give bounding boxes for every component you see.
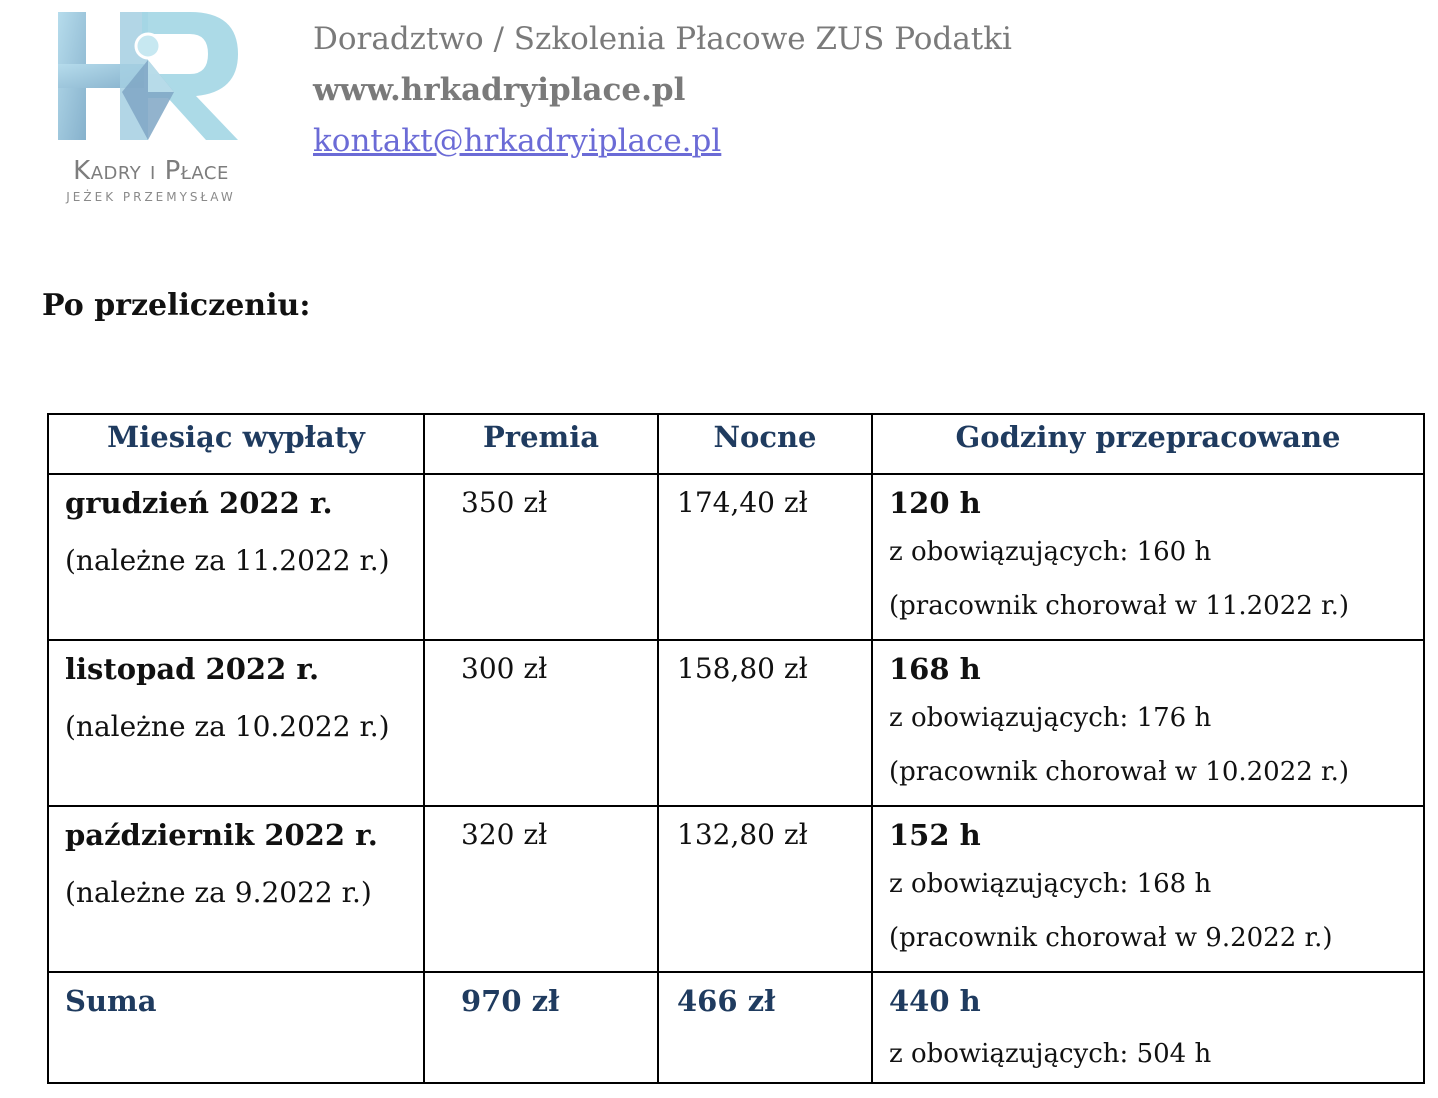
header-nocne: Nocne xyxy=(658,414,872,474)
website-text: www.hrkadryiplace.pl xyxy=(313,72,686,108)
nocne-value: 132,80 zł xyxy=(677,818,808,851)
sum-nocne-cell xyxy=(658,972,872,1083)
company-header xyxy=(313,14,1012,167)
hours-note: (pracownik chorował w 11.2022 r.) xyxy=(889,591,1350,621)
logo-owner-text: JEŻEK PRZEMYSŁAW xyxy=(66,190,236,204)
table-row xyxy=(48,640,1424,806)
header-month: Miesiąc wypłaty xyxy=(48,414,424,474)
month-note: (należne za 10.2022 r.) xyxy=(65,710,390,743)
premia-value: 320 zł xyxy=(461,818,548,851)
sum-premia-value: 970 zł xyxy=(461,984,560,1018)
sum-hours-cell xyxy=(872,972,1424,1083)
sum-hours-value: 440 h xyxy=(889,984,981,1018)
premia-value: 350 zł xyxy=(461,486,548,519)
month-name: listopad 2022 r. xyxy=(65,652,320,686)
month-cell xyxy=(48,640,424,806)
hours-cell xyxy=(872,806,1424,972)
nocne-cell xyxy=(658,806,872,972)
table-row xyxy=(48,806,1424,972)
month-cell xyxy=(48,474,424,640)
month-name: grudzień 2022 r. xyxy=(65,486,333,520)
services-text: Doradztwo / Szkolenia Płacowe ZUS Podatki xyxy=(313,21,1012,57)
sum-label: Suma xyxy=(65,984,157,1018)
hours-cell xyxy=(872,640,1424,806)
premia-value: 300 zł xyxy=(461,652,548,685)
hours-value: 120 h xyxy=(889,486,981,520)
logo-brand-text: Kadry i Płace xyxy=(73,156,229,186)
month-name: październik 2022 r. xyxy=(65,818,378,852)
premia-cell xyxy=(424,474,658,640)
nocne-value: 174,40 zł xyxy=(677,486,808,519)
sum-nocne-value: 466 zł xyxy=(677,984,776,1018)
hours-value: 168 h xyxy=(889,652,981,686)
nocne-value: 158,80 zł xyxy=(677,652,808,685)
nocne-cell xyxy=(658,474,872,640)
section-title: Po przeliczeniu: xyxy=(42,288,311,323)
table-header-row xyxy=(48,414,1424,474)
hours-required: z obowiązujących: 168 h xyxy=(889,869,1212,899)
hours-required: z obowiązujących: 160 h xyxy=(889,537,1212,567)
month-note: (należne za 9.2022 r.) xyxy=(65,876,372,909)
sum-row xyxy=(48,972,1424,1083)
nocne-cell xyxy=(658,640,872,806)
month-note: (należne za 11.2022 r.) xyxy=(65,544,390,577)
hours-required: z obowiązujących: 176 h xyxy=(889,703,1212,733)
email-link[interactable]: kontakt@hrkadryiplace.pl xyxy=(313,123,722,159)
header-premia: Premia xyxy=(424,414,658,474)
hr-logo-icon xyxy=(50,8,250,158)
hours-note: (pracownik chorował w 9.2022 r.) xyxy=(889,923,1333,953)
company-logo xyxy=(50,8,250,208)
table-row xyxy=(48,474,1424,640)
header-hours: Godziny przepracowane xyxy=(872,414,1424,474)
premia-cell xyxy=(424,640,658,806)
hours-note: (pracownik chorował w 10.2022 r.) xyxy=(889,757,1350,787)
month-cell xyxy=(48,806,424,972)
premia-cell xyxy=(424,806,658,972)
payroll-table xyxy=(47,413,1425,1084)
sum-label-cell xyxy=(48,972,424,1083)
hours-value: 152 h xyxy=(889,818,981,852)
sum-hours-required: z obowiązujących: 504 h xyxy=(889,1039,1212,1069)
hours-cell xyxy=(872,474,1424,640)
sum-premia-cell xyxy=(424,972,658,1083)
